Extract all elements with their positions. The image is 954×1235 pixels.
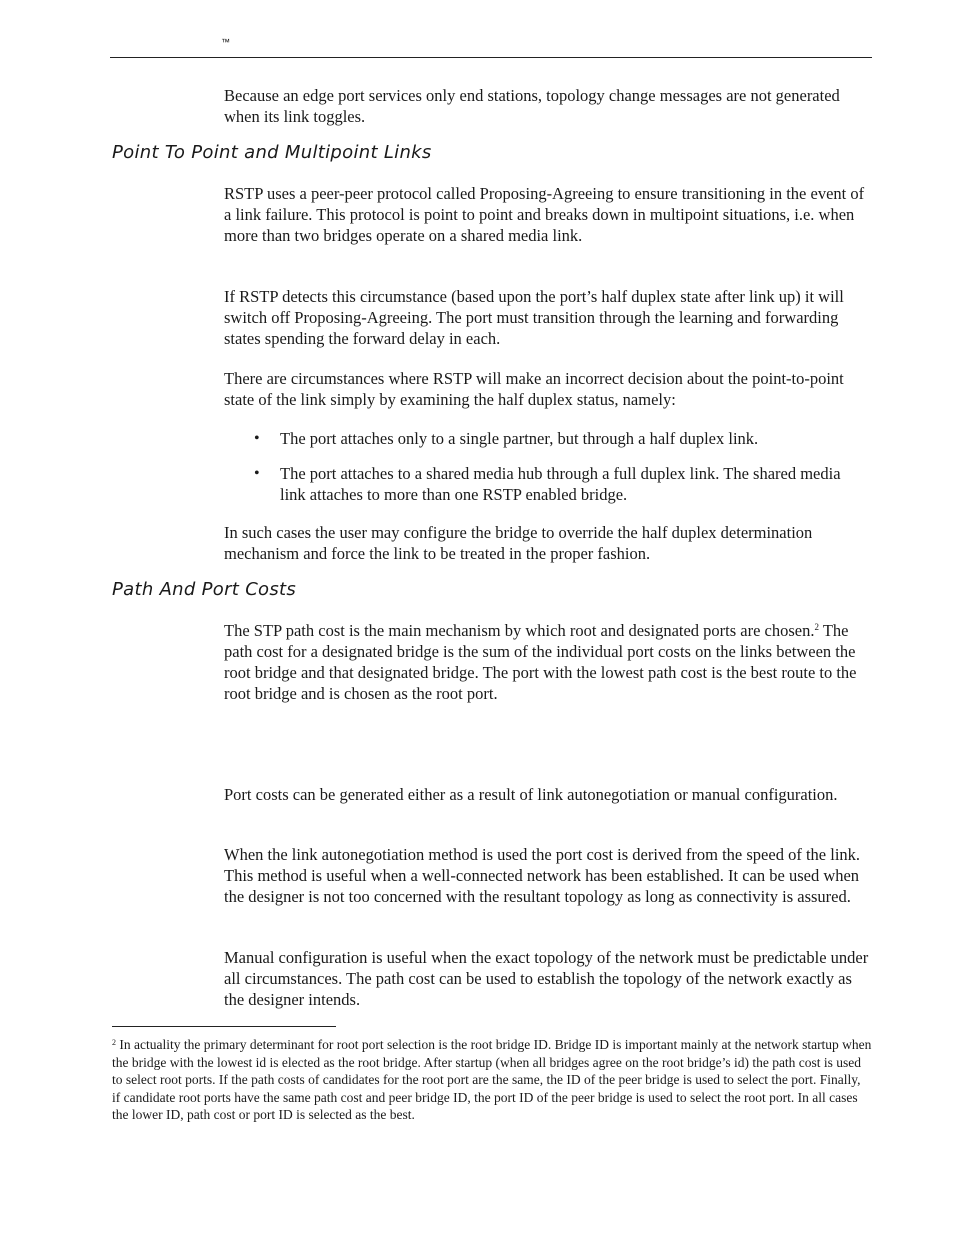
paragraph-port-costs: Port costs can be generated either as a result of link autonegotiation or manual configuration. [224, 785, 838, 804]
paragraph-manual-config: Manual configuration is useful when the exact topology of the network must be predictable under all circumstances. The path cost can be used to establish the topology of the network exactly as the designer intends. [224, 948, 869, 1009]
header-trademark: ™ [221, 37, 231, 47]
bullet-icon: • [254, 430, 260, 447]
footnote-text: In actuality the primary determinant for root port selection is the root bridge ID. Bridge ID is important mainly at the network startup when the bridge with the lowest id is elected as the root bridge. After startup (when all bridges agree on the root bridge’s id) the path cost is used to select root ports. If the path costs of candidates for the root port are the same, the ID of the peer bridge is used to select the port. Finally, if candidate root ports have the same path cost and peer bridge ID, the port ID of the peer bridge is used to select the root port. In all cases the lower ID, path cost or port ID is selected as the best. [112, 1037, 872, 1123]
list-item [224, 428, 869, 449]
bullet-text: The port attaches to a shared media hub through a full duplex link. The shared media link attaches to more than one RSTP enabled bridge. [280, 464, 841, 504]
paragraph-text: The STP path cost is the main mechanism by which root and designated ports are chosen. [224, 621, 815, 640]
section-heading-path-port-costs: Path And Port Costs [112, 579, 297, 600]
footnote [112, 1036, 872, 1124]
bullet-icon: • [254, 465, 260, 482]
bullet-text: The port attaches only to a single partner, but through a half duplex link. [280, 429, 759, 448]
footnote-reference[interactable]: 2 [814, 622, 820, 632]
paragraph-autonegotiation: When the link autonegotiation method is used the port cost is derived from the speed of the link. This method is useful when a well-connected network has been established. It can be used when the designer is not too concerned with the resultant topology as long as connectivity is assured. [224, 845, 861, 906]
header-rule [110, 57, 872, 58]
paragraph-circumstances: There are circumstances where RSTP will make an incorrect decision about the point-to-point state of the link simply by examining the half duplex status, namely: [224, 369, 844, 409]
section-heading-point-to-point: Point To Point and Multipoint Links [112, 142, 432, 163]
footnote-separator [112, 1026, 336, 1027]
paragraph-stp-path-cost [224, 620, 869, 704]
paragraph-such-cases: In such cases the user may configure the bridge to override the half duplex determination mechanism and force the link to be treated in the proper fashion. [224, 523, 813, 563]
paragraph-rstp-protocol: RSTP uses a peer-peer protocol called Proposing-Agreeing to ensure transitioning in the event of a link failure. This protocol is point to point and breaks down in multipoint situations, i.e. when more than two bridges operate on a shared media link. [224, 184, 865, 245]
list-item [224, 463, 869, 505]
paragraph-text: The path cost for a designated bridge is the sum of the individual port costs on the links between the root bridge and that designated bridge. The port with the lowest path cost is the best route to the root bridge and is chosen as the root port. [224, 621, 857, 703]
paragraph-rstp-detects: If RSTP detects this circumstance (based upon the port’s half duplex state after link up) it will switch off Proposing-Agreeing. The port must transition through the learning and forwarding states spending the forward delay in each. [224, 287, 844, 348]
bullet-list [224, 428, 869, 505]
footnote-number: 2 [112, 1038, 116, 1047]
paragraph-edge-port: Because an edge port services only end stations, topology change messages are not generated when its link toggles. [224, 86, 840, 126]
